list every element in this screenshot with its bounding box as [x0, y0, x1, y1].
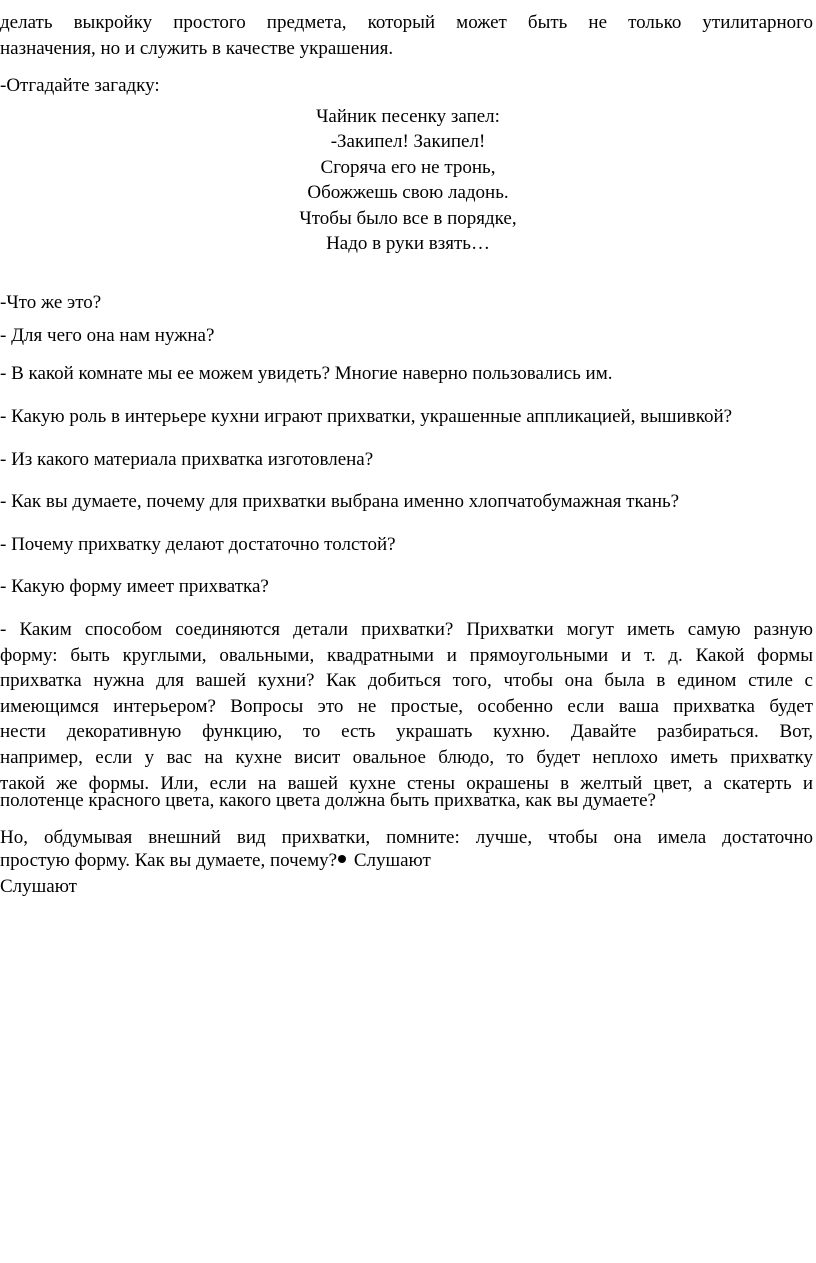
- paragraph-text: простую форму. Как вы думаете, почему?: [0, 850, 338, 871]
- question: - В какой комнате мы ее можем увидеть? Многие наверно пользовались им.: [0, 363, 613, 384]
- closing-note: Слушают: [0, 876, 77, 897]
- poem-line: Чтобы было все в порядке,: [299, 207, 517, 229]
- question: - Для чего она нам нужна?: [0, 325, 215, 346]
- question: - Какую роль в интерьере кухни играют прихватки, украшенные аппликацией, вышивкой?: [0, 406, 733, 427]
- poem-line: Обожжешь свою ладонь.: [307, 182, 509, 204]
- paragraph-line: - Каким способом соединяются детали прихватки? Прихватки могут иметь самую разную: [0, 619, 813, 640]
- question: - Как вы думаете, почему для прихватки выбрана именно хлопчатобумажная ткань?: [0, 491, 680, 512]
- poem-line: -Закипел! Закипел!: [330, 131, 486, 153]
- paragraph-line: такой же формы. Или, если на вашей кухне стены окрашены в желтый цвет, а скатерть и: [0, 772, 813, 794]
- paragraph-line: форму: быть круглыми, овальными, квадратными и прямоугольными и т. д. Какой формы: [0, 644, 813, 666]
- intro-line-1: делать выкройку простого предмета, который может быть не только утилитарного: [0, 12, 813, 33]
- question: - Почему прихватку делают достаточно толстой?: [0, 534, 396, 555]
- riddle-prompt: -Отгадайте загадку:: [0, 75, 160, 96]
- listen-note: Слушают: [349, 850, 431, 871]
- paragraph-line: например, если у вас на кухне висит овальное блюдо, то будет неплохо иметь прихватку: [0, 747, 813, 768]
- bullet-icon: [338, 855, 346, 863]
- poem-line: Надо в руки взять…: [326, 233, 490, 255]
- poem-line: Сгоряча его не тронь,: [320, 156, 496, 178]
- paragraph-line: полотенце красного цвета, какого цвета должна быть прихватка, как вы думаете?: [0, 789, 656, 811]
- paragraph-line: Но, обдумывая внешний вид прихватки, помните: лучше, чтобы она имела достаточно: [0, 827, 813, 848]
- paragraph-line: нести декоративную функцию, то есть украшать кухню. Давайте разбираться. Вот,: [0, 721, 813, 743]
- paragraph-line: прихватка нужна для вашей кухни? Как добиться того, чтобы она была в едином стиле с: [0, 670, 813, 692]
- question: -Что же это?: [0, 292, 102, 313]
- intro-line-2: назначения, но и служить в качестве украшения.: [0, 38, 394, 59]
- riddle-poem: [0, 104, 816, 256]
- question: - Какую форму имеет прихватка?: [0, 576, 269, 597]
- paragraph-line: имеющимся интерьером? Вопросы это не простые, особенно если ваша прихватка будет: [0, 695, 813, 717]
- question: - Из какого материала прихватка изготовлена?: [0, 449, 374, 470]
- paragraph-line: [0, 848, 431, 874]
- poem-line: Чайник песенку запел:: [316, 106, 500, 127]
